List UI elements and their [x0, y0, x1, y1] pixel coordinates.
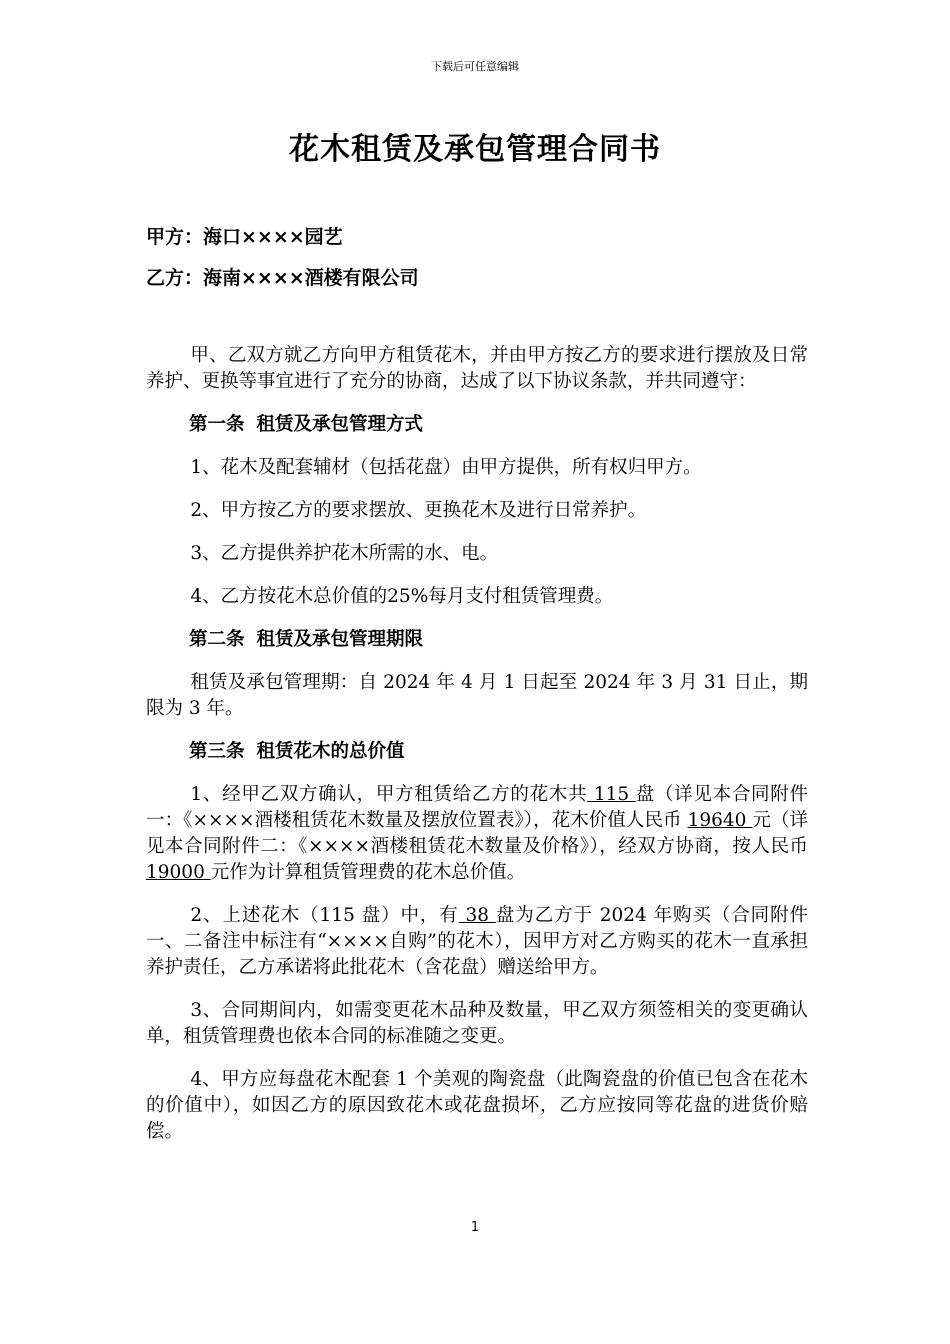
party-a: 甲方：海口××××园艺	[146, 226, 343, 248]
contract-body	[146, 343, 808, 1162]
article-3-title: 租赁花木的总价值	[256, 741, 405, 762]
article-1-item-3: 3、乙方提供养护花木所需的水、电。	[190, 543, 499, 564]
article-2-text: 租赁及承包管理期：自 2024 年 4 月 1 日起至 2024 年 3 月 31 日止，期限为 3 年。	[146, 672, 808, 719]
article-3-number: 第三条	[189, 741, 245, 762]
intro-paragraph: 甲、乙双方就乙方向甲方租赁花木，并由甲方按乙方的要求进行摆放及日常养护、更换等事宜进行了充分的协商，达成了以下协议条款，并共同遵守：	[146, 345, 808, 392]
article-1-item-4: 4、乙方按花木总价值的25%每月支付租赁管理费。	[190, 586, 614, 607]
text-run: 1、经甲乙双方确认，甲方租赁给乙方的花木共	[190, 784, 588, 805]
article-3-paragraph-1	[146, 782, 808, 886]
party-b: 乙方：海南××××酒楼有限公司	[146, 267, 419, 289]
article-1-item-1: 1、花木及配套辅材（包括花盘）由甲方提供，所有权归甲方。	[190, 457, 702, 478]
article-1-number: 第一条	[189, 414, 245, 435]
article-3-paragraph-4: 4、甲方应每盘花木配套 1 个美观的陶瓷盘（此陶瓷盘的价值已包含在花木的价值中），如因乙方的原因致花木或花盘损坏，乙方应按同等花盘的进货价赔偿。	[146, 1069, 808, 1142]
header-note: 下载后可任意编辑	[431, 60, 519, 73]
article-2-title: 租赁及承包管理期限	[256, 629, 424, 650]
flower-quantity: 115	[587, 784, 636, 805]
document-title: 花木租赁及承包管理合同书	[289, 132, 661, 167]
text-run: 盘为乙方于 2024 年购买（合同附件一、二备注中标注有“××××自购”的花木），因甲方对乙方购买的花木一直承担养护责任，乙方承诺将此批花木（含花盘）赠送给甲方。	[146, 905, 809, 978]
text-run: 盘（详见本合同附件一：《××××酒楼租赁花木数量及摆放位置表》），花木价值人民币	[146, 784, 808, 831]
article-2-number: 第二条	[189, 629, 245, 650]
article-2-heading	[146, 627, 808, 653]
article-3-heading	[146, 739, 808, 765]
page-number: 1	[470, 1220, 480, 1235]
text-run: 元作为计算租赁管理费的花木总价值。	[210, 862, 526, 883]
article-3-paragraph-3: 3、合同期间内，如需变更花木品种及数量，甲乙双方须签相关的变更确认单，租赁管理费也依本合同的标准随之变更。	[146, 1000, 808, 1047]
article-3-paragraph-2	[146, 903, 808, 981]
text-run: 元（详见本合同附件二：《××××酒楼租赁花木数量及价格》），经双方协商，按人民币	[146, 810, 809, 857]
base-value: 19000	[146, 862, 211, 883]
text-run: 2、上述花木（115 盘）中，有	[190, 905, 459, 926]
purchased-quantity: 38	[458, 905, 496, 926]
article-1-item-2: 2、甲方按乙方的要求摆放、更换花木及进行日常养护。	[190, 500, 647, 521]
article-1-heading	[146, 412, 808, 438]
flower-value: 19640	[687, 810, 753, 831]
article-1-title: 租赁及承包管理方式	[256, 414, 424, 435]
